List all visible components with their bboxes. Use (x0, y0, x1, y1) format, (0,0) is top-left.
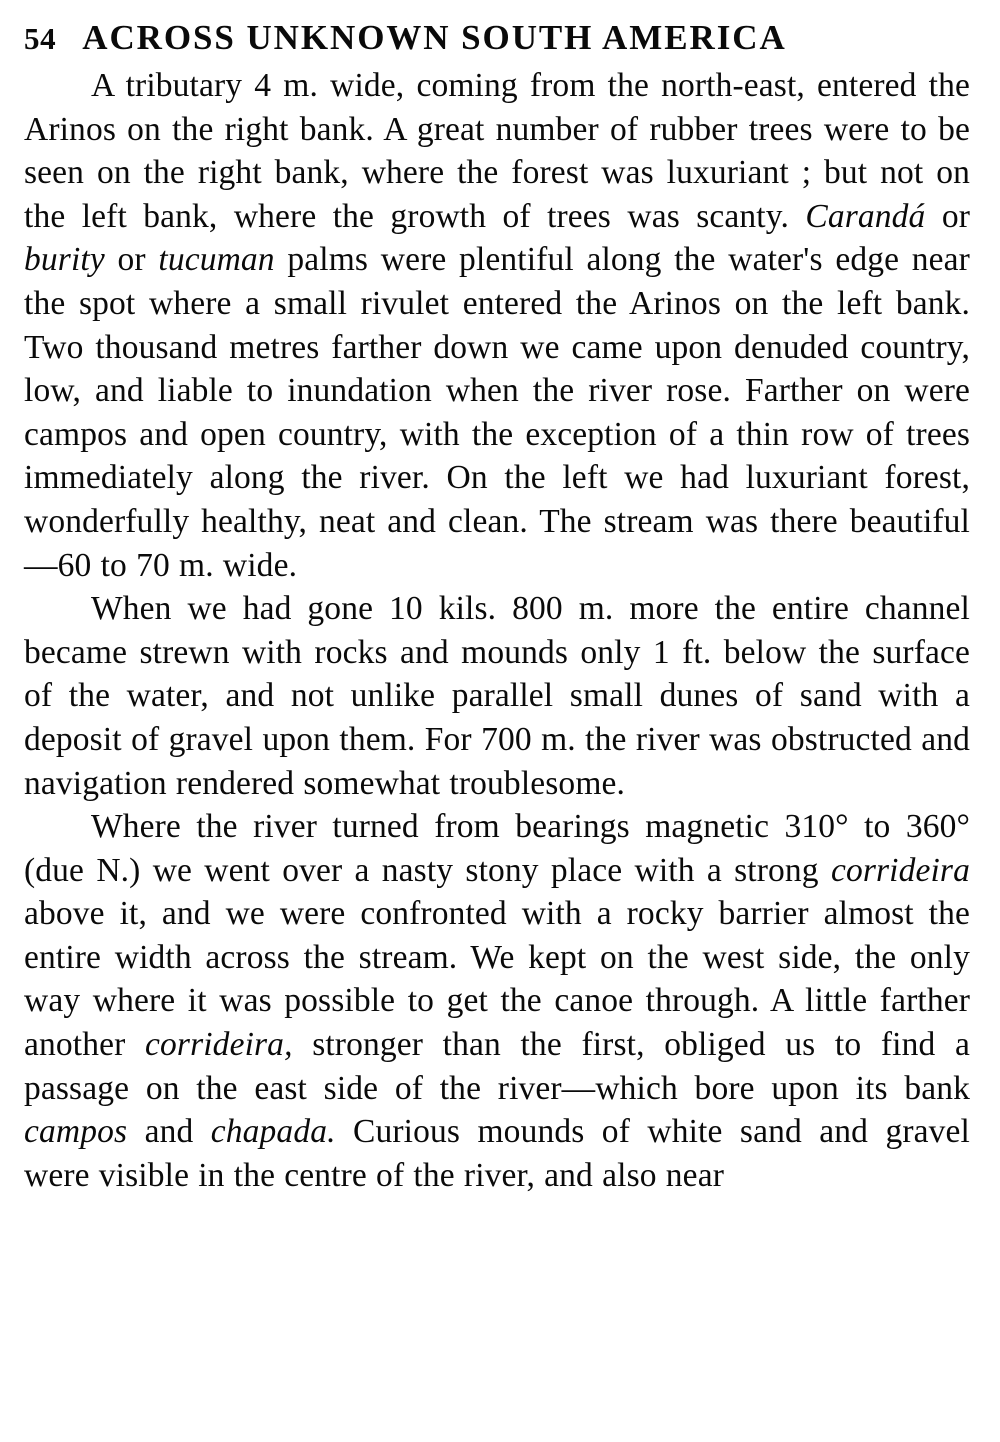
italic-term: corrideira, (145, 1026, 293, 1064)
text-run: palms were plentiful along the water's edge near the spot where a small rivulet entered the Arinos on the left bank. Two thousand metres farther down we came upon denuded country, low, and liable to inundation when the river rose. Farther on were campos and open country, with the exception of a thin row of trees immediately along the river. On the left we had luxuriant forest, wonderfully healthy, neat and clean. The stream was there beautiful—60 to 70 m. wide. (24, 241, 970, 584)
page-header (24, 18, 970, 58)
paragraph (24, 64, 970, 587)
italic-term: tucuman (158, 241, 275, 279)
running-head-title: ACROSS UNKNOWN SOUTH AMERICA (82, 18, 787, 57)
italic-term: burity (24, 241, 105, 279)
text-run: or (104, 241, 159, 279)
text-run: Curious mounds of white sand and gravel were visible in the centre of the river, and also near (24, 1113, 970, 1194)
text-run: A tributary 4 m. wide, coming from the north-east, entered the Arinos on the right bank. A great number of rubber trees were to be seen on the right bank, where the forest was luxuriant ; but not on the left bank, where the growth of trees was scanty. (24, 67, 970, 235)
italic-term: corrideira (830, 851, 970, 889)
italic-term: Carandá (805, 197, 926, 235)
paragraph (24, 805, 970, 1197)
text-run: When we had gone 10 kils. 800 m. more the entire channel became strewn with rocks and mounds only 1 ft. below the surface of the water, and not unlike parallel small dunes of sand with a deposit of gravel upon them. For 700 m. the river was obstructed and navigation rendered somewhat troublesome. (24, 590, 970, 802)
text-run: Where the river turned from bearings magnetic 310° to 360° (due N.) we went over a nasty stony place with a strong (24, 808, 970, 889)
text-run: stronger than the first, obliged us to find a passage on the east side of the river—which bore upon its bank (24, 1026, 970, 1107)
text-run: and (127, 1113, 211, 1151)
page-number: 54 (24, 21, 57, 56)
text-run: or (925, 197, 970, 235)
text-run: above it, and we were confronted with a rocky barrier almost the entire width across the stream. We kept on the west side, the only way where it was possible to get the canoe through. A little farther another (24, 895, 970, 1064)
italic-term: campos (24, 1113, 128, 1151)
page-body (24, 64, 970, 1197)
italic-term: chapada. (210, 1113, 336, 1151)
paragraph (24, 587, 970, 805)
